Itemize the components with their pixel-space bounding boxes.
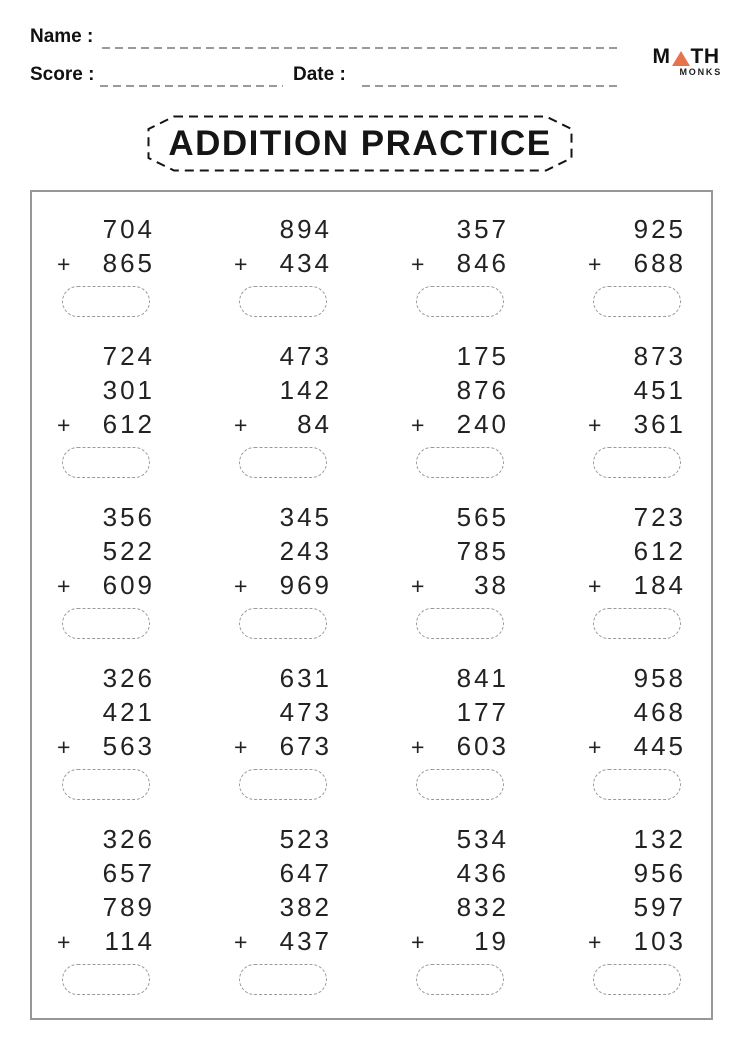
addend-value: 357	[456, 214, 509, 244]
addends-block	[411, 500, 509, 639]
addend-line	[57, 661, 155, 695]
addend-value: 103	[633, 926, 686, 956]
addends-block	[57, 212, 155, 317]
addend-value: 175	[456, 341, 509, 371]
addend-value: 437	[279, 926, 332, 956]
addend-value: 925	[633, 214, 686, 244]
addend-line	[588, 500, 686, 534]
addend-value: 114	[104, 926, 155, 956]
title-box	[147, 115, 573, 172]
answer-field[interactable]	[593, 286, 681, 317]
addend-value: 873	[633, 341, 686, 371]
triangle-icon	[672, 51, 690, 66]
addend-value: 445	[633, 731, 686, 761]
addend-line	[57, 695, 155, 729]
answer-field[interactable]	[62, 964, 150, 995]
addend-value: 434	[279, 248, 332, 278]
plus-sign: +	[411, 734, 425, 760]
addends-block	[588, 212, 686, 317]
addends-block	[57, 822, 155, 995]
addend-line	[411, 729, 509, 763]
plus-sign: +	[588, 251, 602, 277]
addend-line	[234, 246, 332, 280]
problem-12	[569, 500, 705, 639]
plus-sign: +	[588, 573, 602, 599]
addend-value: 240	[456, 409, 509, 439]
addends-block	[57, 339, 155, 478]
addend-line	[588, 695, 686, 729]
problem-17	[38, 822, 174, 995]
addend-line	[411, 534, 509, 568]
addend-line	[234, 500, 332, 534]
addend-value: 724	[102, 341, 155, 371]
addend-line	[57, 822, 155, 856]
name-line[interactable]	[102, 47, 620, 49]
addend-value: 473	[279, 697, 332, 727]
problem-7	[392, 339, 528, 478]
addend-value: 565	[456, 502, 509, 532]
addends-block	[588, 339, 686, 478]
problem-4	[569, 212, 705, 317]
addend-line	[411, 661, 509, 695]
addend-value: 958	[633, 663, 686, 693]
addend-line	[588, 212, 686, 246]
plus-sign: +	[57, 929, 71, 955]
addend-line	[411, 695, 509, 729]
addends-block	[234, 212, 332, 317]
addend-line	[234, 856, 332, 890]
addend-value: 612	[633, 536, 686, 566]
problem-6	[215, 339, 351, 478]
addend-line	[234, 924, 332, 958]
addends-block	[411, 661, 509, 800]
problem-9	[38, 500, 174, 639]
answer-field[interactable]	[416, 286, 504, 317]
addend-line	[588, 924, 686, 958]
plus-sign: +	[411, 251, 425, 277]
addend-value: 326	[102, 663, 155, 693]
addends-block	[234, 822, 332, 995]
addend-line	[411, 856, 509, 890]
plus-sign: +	[234, 251, 248, 277]
addend-line	[411, 924, 509, 958]
addend-line	[411, 822, 509, 856]
problem-14	[215, 661, 351, 800]
plus-sign: +	[234, 929, 248, 955]
addend-value: 603	[456, 731, 509, 761]
addend-value: 184	[633, 570, 686, 600]
addend-value: 326	[102, 824, 155, 854]
math-monks-logo	[648, 46, 724, 77]
addend-value: 785	[456, 536, 509, 566]
date-line[interactable]	[362, 85, 620, 87]
addend-line	[234, 729, 332, 763]
addend-value: 597	[633, 892, 686, 922]
answer-field[interactable]	[62, 769, 150, 800]
plus-sign: +	[234, 412, 248, 438]
answer-field[interactable]	[416, 608, 504, 639]
addend-line	[57, 500, 155, 534]
addend-line	[588, 568, 686, 602]
plus-sign: +	[411, 573, 425, 599]
addend-value: 132	[633, 824, 686, 854]
problem-8	[569, 339, 705, 478]
addend-line	[588, 339, 686, 373]
score-label: Score :	[30, 64, 95, 85]
addend-value: 534	[456, 824, 509, 854]
answer-field[interactable]	[239, 769, 327, 800]
name-label: Name :	[30, 26, 94, 47]
addend-line	[588, 729, 686, 763]
answer-field[interactable]	[416, 964, 504, 995]
plus-sign: +	[411, 412, 425, 438]
answer-field[interactable]	[416, 769, 504, 800]
plus-sign: +	[588, 412, 602, 438]
problem-15	[392, 661, 528, 800]
addend-line	[234, 890, 332, 924]
answer-field[interactable]	[593, 964, 681, 995]
addend-line	[411, 407, 509, 441]
addend-value: 841	[456, 663, 509, 693]
addend-line	[411, 890, 509, 924]
addend-line	[234, 339, 332, 373]
addend-line	[234, 534, 332, 568]
answer-field[interactable]	[593, 608, 681, 639]
addend-line	[588, 373, 686, 407]
logo-word-end: TH	[690, 45, 720, 68]
addend-value: 647	[279, 858, 332, 888]
answer-field[interactable]	[239, 286, 327, 317]
logo-wordmark	[648, 46, 724, 68]
addend-line	[411, 568, 509, 602]
addend-value: 421	[102, 697, 155, 727]
addend-line	[588, 246, 686, 280]
addend-line	[234, 373, 332, 407]
addend-value: 956	[633, 858, 686, 888]
addend-value: 631	[279, 663, 332, 693]
plus-sign: +	[588, 734, 602, 760]
plus-sign: +	[588, 929, 602, 955]
addend-line	[234, 212, 332, 246]
problem-16	[569, 661, 705, 800]
addends-block	[411, 822, 509, 995]
addends-block	[588, 822, 686, 995]
addend-value: 876	[456, 375, 509, 405]
addends-block	[411, 212, 509, 317]
addend-value: 345	[279, 502, 332, 532]
addend-line	[57, 246, 155, 280]
addend-value: 19	[474, 926, 509, 956]
addend-value: 563	[102, 731, 155, 761]
addends-block	[411, 339, 509, 478]
addend-line	[588, 661, 686, 695]
plus-sign: +	[57, 573, 71, 599]
problem-3	[392, 212, 528, 317]
problem-18	[215, 822, 351, 995]
addend-line	[57, 924, 155, 958]
addend-line	[411, 339, 509, 373]
addend-value: 177	[456, 697, 509, 727]
logo-word-start: M	[652, 45, 671, 68]
addend-value: 704	[102, 214, 155, 244]
date-label: Date :	[293, 64, 346, 85]
addend-value: 436	[456, 858, 509, 888]
addend-line	[588, 407, 686, 441]
addend-value: 865	[102, 248, 155, 278]
addend-value: 832	[456, 892, 509, 922]
addend-value: 673	[279, 731, 332, 761]
addend-line	[57, 407, 155, 441]
addend-value: 84	[297, 409, 332, 439]
answer-field[interactable]	[62, 447, 150, 478]
addend-value: 382	[279, 892, 332, 922]
addend-value: 451	[633, 375, 686, 405]
addend-value: 612	[102, 409, 155, 439]
answer-field[interactable]	[62, 286, 150, 317]
addends-block	[57, 661, 155, 800]
problem-5	[38, 339, 174, 478]
plus-sign: +	[234, 573, 248, 599]
problem-20	[569, 822, 705, 995]
addend-value: 846	[456, 248, 509, 278]
addend-value: 361	[633, 409, 686, 439]
addend-value: 609	[102, 570, 155, 600]
score-line[interactable]	[100, 85, 283, 87]
addend-line	[411, 246, 509, 280]
addend-line	[57, 729, 155, 763]
problem-2	[215, 212, 351, 317]
addend-line	[234, 822, 332, 856]
addend-line	[234, 695, 332, 729]
addend-line	[234, 661, 332, 695]
problem-1	[38, 212, 174, 317]
addend-value: 969	[279, 570, 332, 600]
addend-line	[57, 212, 155, 246]
addend-value: 301	[102, 375, 155, 405]
addend-line	[57, 568, 155, 602]
problems-box	[30, 190, 713, 1020]
addend-value: 473	[279, 341, 332, 371]
plus-sign: +	[411, 929, 425, 955]
plus-sign: +	[57, 412, 71, 438]
problem-13	[38, 661, 174, 800]
answer-field[interactable]	[416, 447, 504, 478]
addends-block	[234, 500, 332, 639]
addend-line	[57, 534, 155, 568]
addend-line	[57, 856, 155, 890]
plus-sign: +	[57, 734, 71, 760]
plus-sign: +	[57, 251, 71, 277]
page-title: ADDITION PRACTICE	[168, 123, 552, 163]
addends-block	[234, 661, 332, 800]
problem-11	[392, 500, 528, 639]
addend-value: 356	[102, 502, 155, 532]
problem-10	[215, 500, 351, 639]
addend-line	[588, 856, 686, 890]
problem-19	[392, 822, 528, 995]
addends-block	[588, 661, 686, 800]
addend-line	[588, 822, 686, 856]
addend-line	[411, 500, 509, 534]
addend-line	[588, 534, 686, 568]
plus-sign: +	[234, 734, 248, 760]
addend-line	[234, 407, 332, 441]
addend-line	[411, 373, 509, 407]
addend-line	[234, 568, 332, 602]
answer-field[interactable]	[239, 608, 327, 639]
answer-field[interactable]	[593, 769, 681, 800]
answer-field[interactable]	[62, 608, 150, 639]
addend-line	[57, 890, 155, 924]
addend-value: 894	[279, 214, 332, 244]
answer-field[interactable]	[239, 447, 327, 478]
addend-value: 38	[474, 570, 509, 600]
answer-field[interactable]	[239, 964, 327, 995]
addend-line	[588, 890, 686, 924]
problems-grid	[32, 192, 711, 995]
addend-value: 723	[633, 502, 686, 532]
answer-field[interactable]	[593, 447, 681, 478]
addend-value: 789	[102, 892, 155, 922]
addend-value: 468	[633, 697, 686, 727]
addend-value: 688	[633, 248, 686, 278]
addend-line	[411, 212, 509, 246]
addend-value: 657	[102, 858, 155, 888]
addend-line	[57, 339, 155, 373]
logo-subtitle: MONKS	[679, 67, 722, 77]
addend-value: 523	[279, 824, 332, 854]
addend-value: 243	[279, 536, 332, 566]
addends-block	[234, 339, 332, 478]
addends-block	[588, 500, 686, 639]
addends-block	[57, 500, 155, 639]
addend-value: 522	[102, 536, 155, 566]
addend-line	[57, 373, 155, 407]
addend-value: 142	[279, 375, 332, 405]
